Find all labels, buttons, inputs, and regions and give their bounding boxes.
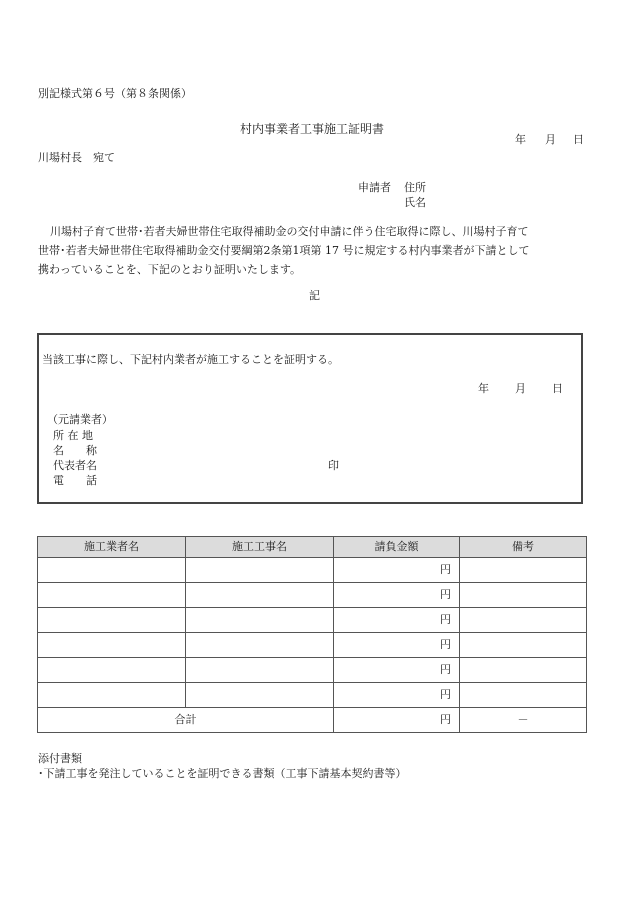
addressee: 川場村長 宛て bbox=[38, 151, 115, 164]
attachment-item: ･下請工事を発注していることを証明できる書類（工事下請基本契約書等） bbox=[38, 767, 407, 780]
note-cell[interactable] bbox=[460, 683, 587, 708]
applicant-name-label: 氏名 bbox=[404, 196, 426, 209]
contractor-cell[interactable] bbox=[38, 633, 186, 658]
document-title: 村内事業者工事施工証明書 bbox=[240, 122, 385, 136]
contractor-cell[interactable] bbox=[38, 658, 186, 683]
body-text bbox=[38, 222, 594, 279]
certificate-date-year: 年 bbox=[478, 382, 489, 395]
total-row bbox=[38, 708, 587, 733]
amount-cell[interactable]: 円 bbox=[334, 608, 460, 633]
header-work: 施工工事名 bbox=[186, 537, 334, 558]
seal-mark: 印 bbox=[328, 459, 339, 472]
contractor-cell[interactable] bbox=[38, 558, 186, 583]
date-month-label: 月 bbox=[545, 133, 556, 146]
date-year-label: 年 bbox=[515, 133, 526, 146]
work-cell[interactable] bbox=[186, 683, 334, 708]
note-cell[interactable] bbox=[460, 558, 587, 583]
body-line-1: 川場村子育て世帯･若者夫婦世帯住宅取得補助金の交付申請に伴う住宅取得に際し、川場村子育て bbox=[50, 225, 529, 238]
body-line-2: 世帯･若者夫婦世帯住宅取得補助金交付要綱第2条第1項第 17 号に規定する村内事業者が下請として bbox=[38, 244, 530, 257]
amount-cell[interactable]: 円 bbox=[334, 558, 460, 583]
header-note: 備考 bbox=[460, 537, 587, 558]
contractor-cell[interactable] bbox=[38, 608, 186, 633]
ki-mark: 記 bbox=[309, 289, 320, 302]
table-row bbox=[38, 608, 587, 633]
representative-label: 代表者名 bbox=[53, 459, 97, 472]
date-day-label: 日 bbox=[573, 133, 584, 146]
total-note-cell: － bbox=[460, 708, 587, 733]
certificate-date-month: 月 bbox=[515, 382, 526, 395]
note-cell[interactable] bbox=[460, 633, 587, 658]
note-cell[interactable] bbox=[460, 583, 587, 608]
table-row bbox=[38, 683, 587, 708]
amount-cell[interactable]: 円 bbox=[334, 633, 460, 658]
work-cell[interactable] bbox=[186, 658, 334, 683]
location-label: 所 在 地 bbox=[53, 429, 93, 442]
header-amount: 請負金額 bbox=[334, 537, 460, 558]
phone-label: 電 話 bbox=[53, 474, 97, 487]
certificate-statement: 当該工事に際し、下記村内業者が施工することを証明する。 bbox=[42, 353, 339, 366]
form-number: 別記様式第６号（第８条関係） bbox=[38, 87, 192, 100]
certificate-box bbox=[37, 333, 583, 504]
amount-cell[interactable]: 円 bbox=[334, 658, 460, 683]
table-row bbox=[38, 633, 587, 658]
table-row bbox=[38, 658, 587, 683]
total-amount-cell[interactable]: 円 bbox=[334, 708, 460, 733]
applicant-label: 申請者 bbox=[358, 181, 391, 194]
works-table bbox=[37, 536, 587, 733]
work-cell[interactable] bbox=[186, 558, 334, 583]
body-line-3: 携わっていることを、下記のとおり証明いたします。 bbox=[38, 263, 302, 276]
table-row bbox=[38, 583, 587, 608]
attachments-title: 添付書類 bbox=[38, 752, 82, 765]
applicant-address-label: 住所 bbox=[404, 181, 426, 194]
contractor-cell[interactable] bbox=[38, 583, 186, 608]
work-cell[interactable] bbox=[186, 583, 334, 608]
company-name-label: 名 称 bbox=[53, 444, 97, 457]
work-cell[interactable] bbox=[186, 608, 334, 633]
total-label: 合計 bbox=[38, 708, 334, 733]
table-header-row bbox=[38, 537, 587, 558]
header-contractor: 施工業者名 bbox=[38, 537, 186, 558]
contractor-label: （元請業者） bbox=[47, 413, 113, 426]
amount-cell[interactable]: 円 bbox=[334, 583, 460, 608]
contractor-cell[interactable] bbox=[38, 683, 186, 708]
table-row bbox=[38, 558, 587, 583]
amount-cell[interactable]: 円 bbox=[334, 683, 460, 708]
note-cell[interactable] bbox=[460, 608, 587, 633]
certificate-date-day: 日 bbox=[552, 382, 563, 395]
work-cell[interactable] bbox=[186, 633, 334, 658]
note-cell[interactable] bbox=[460, 658, 587, 683]
